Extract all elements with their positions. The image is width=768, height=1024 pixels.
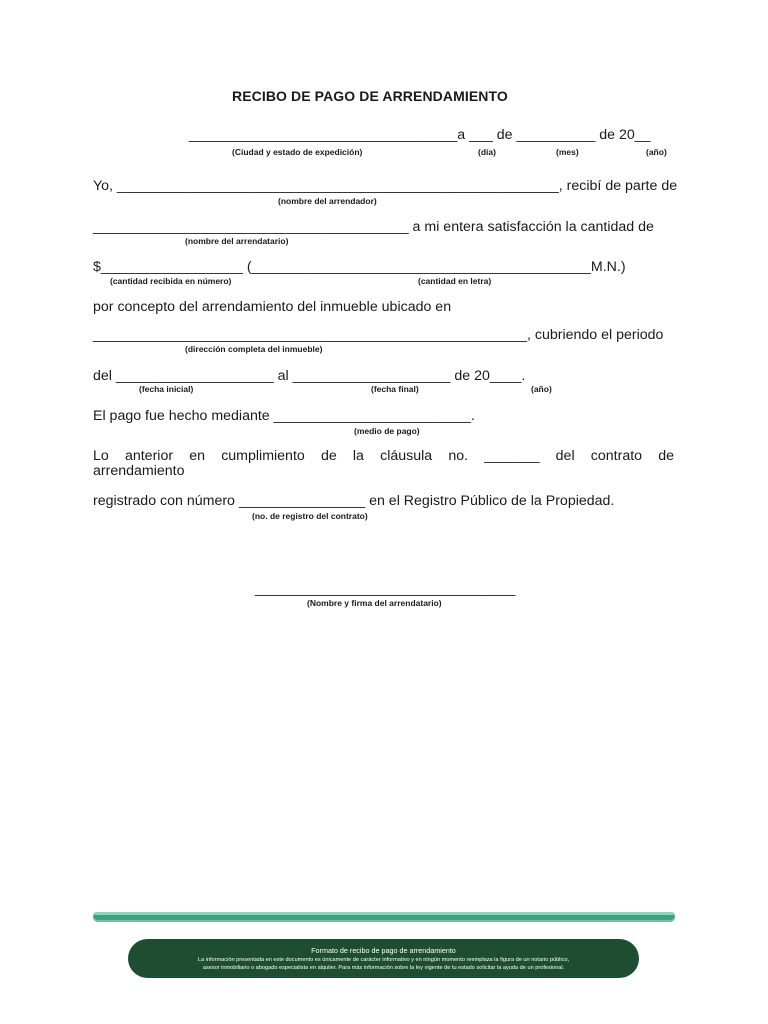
footer-text-line-2: asesor inmobiliario o abogado especialista en alquiler. Para más información sobre la ley vigente de tu estado solicitar la ayuda de un profesional.: [202, 964, 565, 971]
caption-firma: (Nombre y firma del arrendatario): [307, 598, 442, 608]
medio-pago-line: El pago fue hecho mediante _________________________.: [93, 408, 475, 424]
caption-anio-2: (año): [531, 384, 552, 394]
footer-band: [93, 912, 675, 922]
caption-medio-pago: (medio de pago): [354, 426, 420, 436]
caption-registro: (no. de registro del contrato): [252, 511, 368, 521]
caption-mes: (mes): [556, 147, 579, 157]
arrendatario-line: ________________________________________ a mi entera satisfacción la cantidad de: [93, 219, 654, 235]
clausula-line-continued: arrendamiento: [93, 463, 185, 479]
caption-fecha-inicial: (fecha inicial): [139, 384, 194, 394]
caption-arrendador: (nombre del arrendador): [278, 196, 377, 206]
caption-anio: (año): [646, 147, 667, 157]
caption-cantidad-letra: (cantidad en letra): [418, 276, 492, 286]
caption-arrendatario: (nombre del arrendatario): [185, 236, 289, 246]
caption-cantidad-numero: (cantidad recibida en número): [110, 276, 232, 286]
caption-direccion: (dirección completa del inmueble): [185, 344, 323, 354]
footer-disclaimer: [128, 939, 639, 978]
periodo-line: del ____________________ al ____________________ de 20____.: [93, 368, 526, 384]
document-title: RECIBO DE PAGO DE ARRENDAMIENTO: [232, 88, 508, 104]
place-date-line: __________________________________a ___ de __________ de 20__: [189, 127, 651, 143]
yo-line: Yo, ________________________________________________________, recibí de parte de: [93, 178, 678, 194]
caption-ciudad: (Ciudad y estado de expedición): [232, 147, 363, 157]
registro-line: registrado con número ________________ en el Registro Público de la Propiedad.: [93, 493, 615, 509]
footer-text-line-1: La información presentada en este documento es únicamente de carácter informativo y en ningún momento reemplaza la figura de un notario público,: [197, 956, 570, 963]
concepto-line: por concepto del arrendamiento del inmueble ubicado en: [93, 299, 452, 315]
footer-title: Formato de recibo de pago de arrendamiento: [311, 945, 456, 955]
direccion-line: _______________________________________________________, cubriendo el periodo: [93, 327, 664, 343]
cantidad-line: $__________________ (___________________________________________M.N.): [93, 259, 626, 275]
caption-fecha-final: (fecha final): [371, 384, 419, 394]
clausula-line: Lo anterior en cumplimiento de la cláusula no. _______ del contrato de: [93, 448, 674, 464]
caption-dia: (día): [478, 147, 496, 157]
signature-line: _________________________________: [255, 581, 516, 597]
